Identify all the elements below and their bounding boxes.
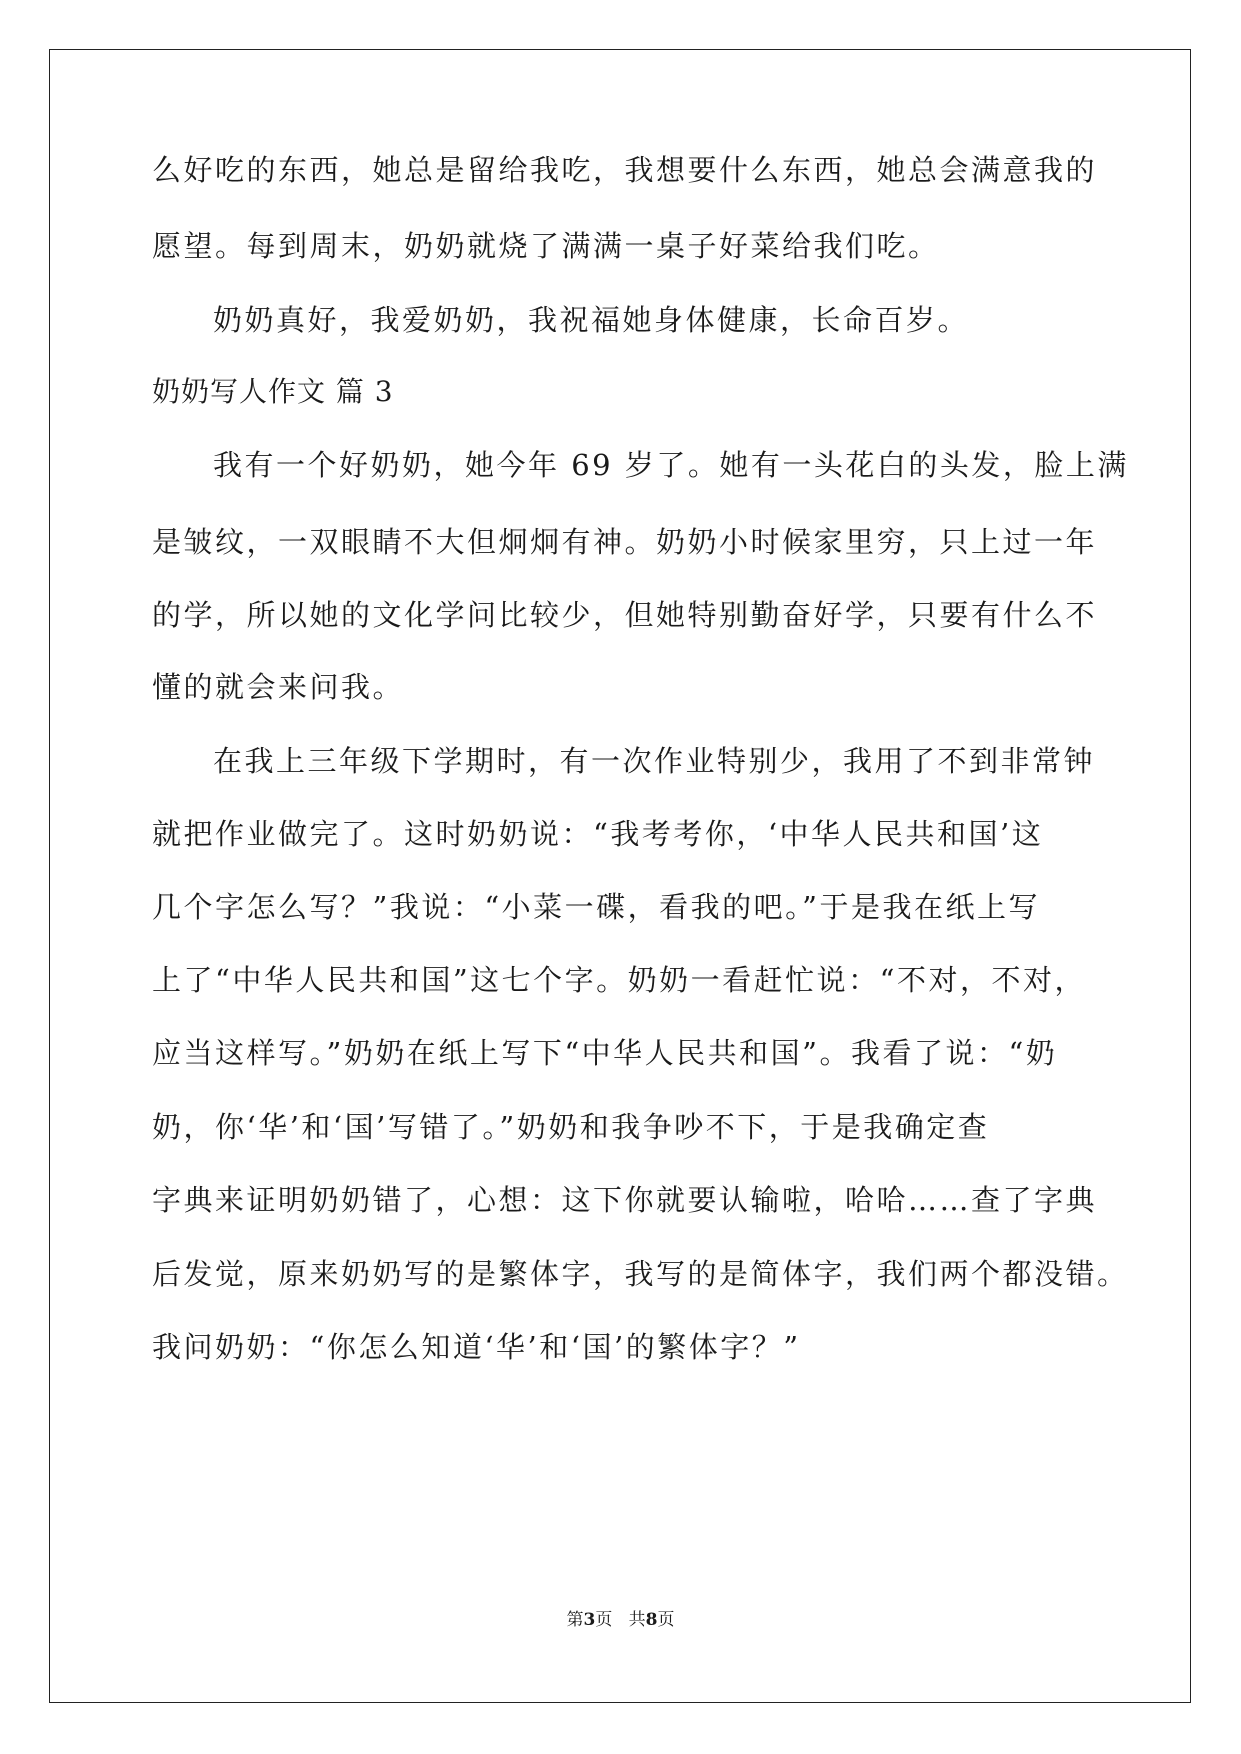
text-line: 上了“中华人民共和国”这七个字。奶奶一看赶忙说：“不对，不对， <box>152 963 1086 997</box>
footer-suffix: 页 <box>657 1610 675 1630</box>
page-border <box>49 49 1191 1703</box>
text-line: 后发觉，原来奶奶写的是繁体字，我写的是简体字，我们两个都没错。 <box>152 1257 1129 1291</box>
text-line: 我问奶奶：“你怎么知道‘华’和‘国’的繁体字？” <box>152 1330 801 1364</box>
section-heading: 奶奶写人作文 篇 3 <box>152 375 394 408</box>
current-page-number: 3 <box>583 1610 596 1630</box>
text-line: 应当这样写。”奶奶在纸上写下“中华人民共和国”。我看了说：“奶 <box>152 1036 1058 1070</box>
page-footer <box>0 1608 1241 1632</box>
footer-prefix: 第 <box>566 1610 584 1630</box>
text-line: 几个字怎么写？”我说：“小菜一碟，看我的吧。”于是我在纸上写 <box>152 890 1040 924</box>
total-page-count: 8 <box>645 1610 658 1630</box>
text-line: 愿望。每到周末，奶奶就烧了满满一桌子好菜给我们吃。 <box>152 229 940 263</box>
text-line: 在我上三年级下学期时，有一次作业特别少，我用了不到非常钟 <box>213 744 1096 778</box>
text-line: 奶，你‘华’和‘国’写错了。”奶奶和我争吵不下，于是我确定查 <box>152 1110 990 1144</box>
text-line: 就把作业做完了。这时奶奶说：“我考考你，‘中华人民共和国’这 <box>152 817 1044 851</box>
footer-middle: 页 共 <box>595 1610 646 1630</box>
text-line: 么好吃的东西，她总是留给我吃，我想要什么东西，她总会满意我的 <box>152 153 1098 187</box>
text-line: 我有一个好奶奶，她今年 69 岁了。她有一头花白的头发，脸上满 <box>213 448 1129 482</box>
text-line: 的学，所以她的文化学问比较少，但她特别勤奋好学，只要有什么不 <box>152 598 1098 632</box>
text-line: 字典来证明奶奶错了，心想：这下你就要认输啦，哈哈……查了字典 <box>152 1183 1098 1217</box>
text-line: 奶奶真好，我爱奶奶，我祝福她身体健康，长命百岁。 <box>213 303 970 337</box>
text-line: 懂的就会来问我。 <box>152 670 405 704</box>
text-line: 是皱纹，一双眼睛不大但炯炯有神。奶奶小时候家里穷，只上过一年 <box>152 525 1098 559</box>
